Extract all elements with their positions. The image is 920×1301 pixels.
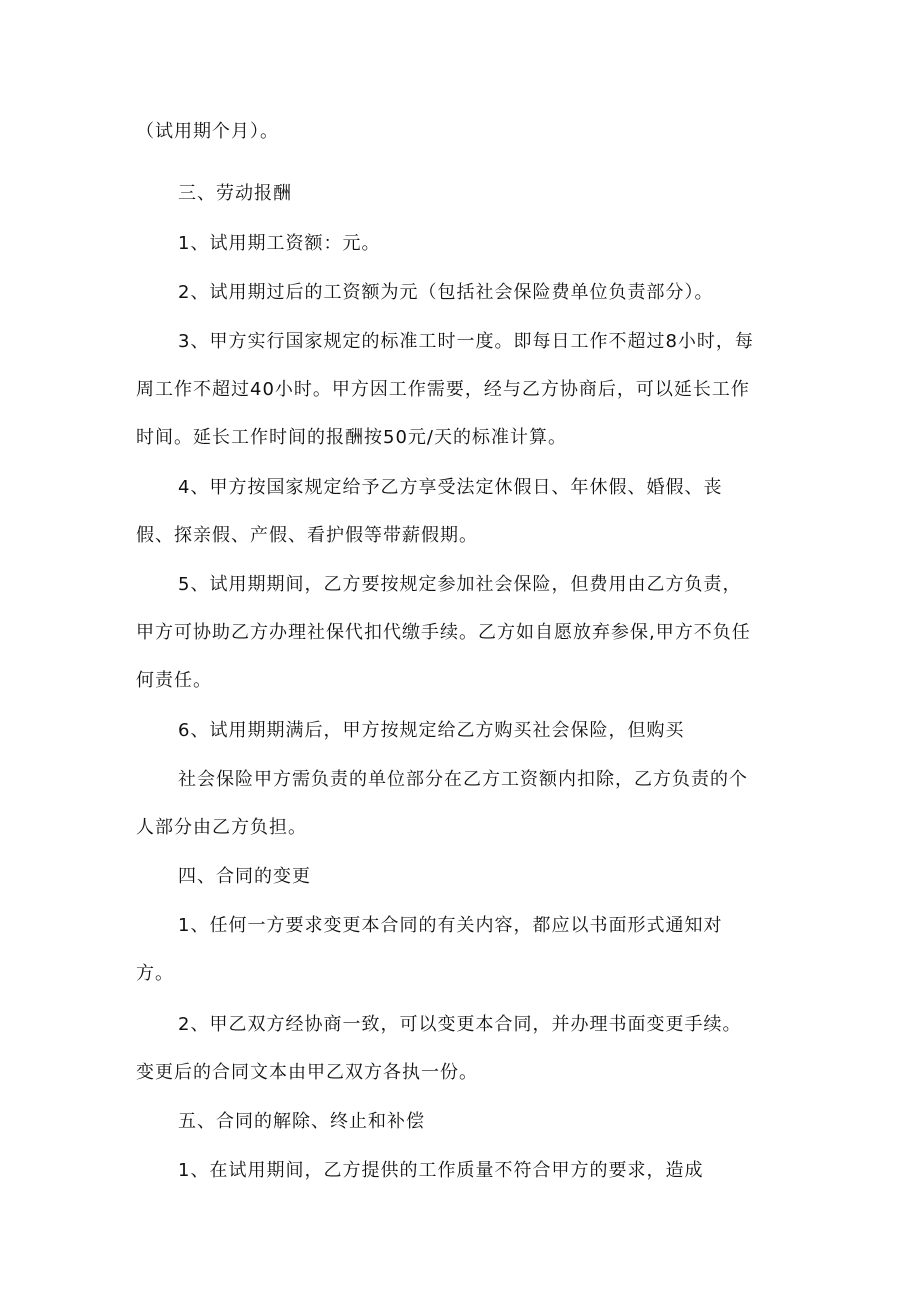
text-line: 方。 [136, 963, 174, 984]
text-line: 周工作不超过40小时。甲方因工作需要，经与乙方协商后，可以延长工作 [136, 379, 750, 400]
text-line: （试用期个月）。 [136, 121, 279, 142]
text-line: 5、试用期期间，乙方要按规定参加社会保险，但费用由乙方负责， [178, 574, 742, 595]
text-line: 2、试用期过后的工资额为元（包括社会保险费单位负责部分）。 [178, 282, 714, 303]
text-line: 何责任。 [136, 670, 212, 691]
text-line: 假、探亲假、产假、看护假等带薪假期。 [136, 525, 478, 546]
text-line: 1、任何一方要求变更本合同的有关内容，都应以书面形式通知对 [178, 915, 723, 936]
text-line: 甲方可协助乙方办理社保代扣代缴手续。乙方如自愿放弃参保,甲方不负任 [136, 622, 751, 643]
text-line: 1、在试用期间，乙方提供的工作质量不符合甲方的要求，造成 [178, 1160, 704, 1181]
text-line: 6、试用期期满后，甲方按规定给乙方购买社会保险，但购买 [178, 720, 685, 741]
text-line: 人部分由乙方负担。 [136, 817, 307, 838]
text-line: 社会保险甲方需负责的单位部分在乙方工资额内扣除，乙方负责的个 [178, 769, 748, 790]
text-line: 4、甲方按国家规定给予乙方享受法定休假日、年休假、婚假、丧 [178, 477, 723, 498]
section-heading: 四、合同的变更 [178, 866, 311, 887]
section-heading: 五、合同的解除、终止和补偿 [178, 1111, 425, 1132]
text-line: 2、甲乙双方经协商一致，可以变更本合同，并办理书面变更手续。 [178, 1014, 742, 1035]
text-line: 时间。延长工作时间的报酬按50元/天的标准计算。 [136, 427, 567, 448]
text-line: 变更后的合同文本由甲乙双方各执一份。 [136, 1062, 478, 1083]
text-line: 3、甲方实行国家规定的标准工时一度。即每日工作不超过8小时，每 [178, 331, 754, 352]
text-line: 1、试用期工资额：元。 [178, 233, 381, 254]
section-heading: 三、劳动报酬 [178, 183, 292, 204]
